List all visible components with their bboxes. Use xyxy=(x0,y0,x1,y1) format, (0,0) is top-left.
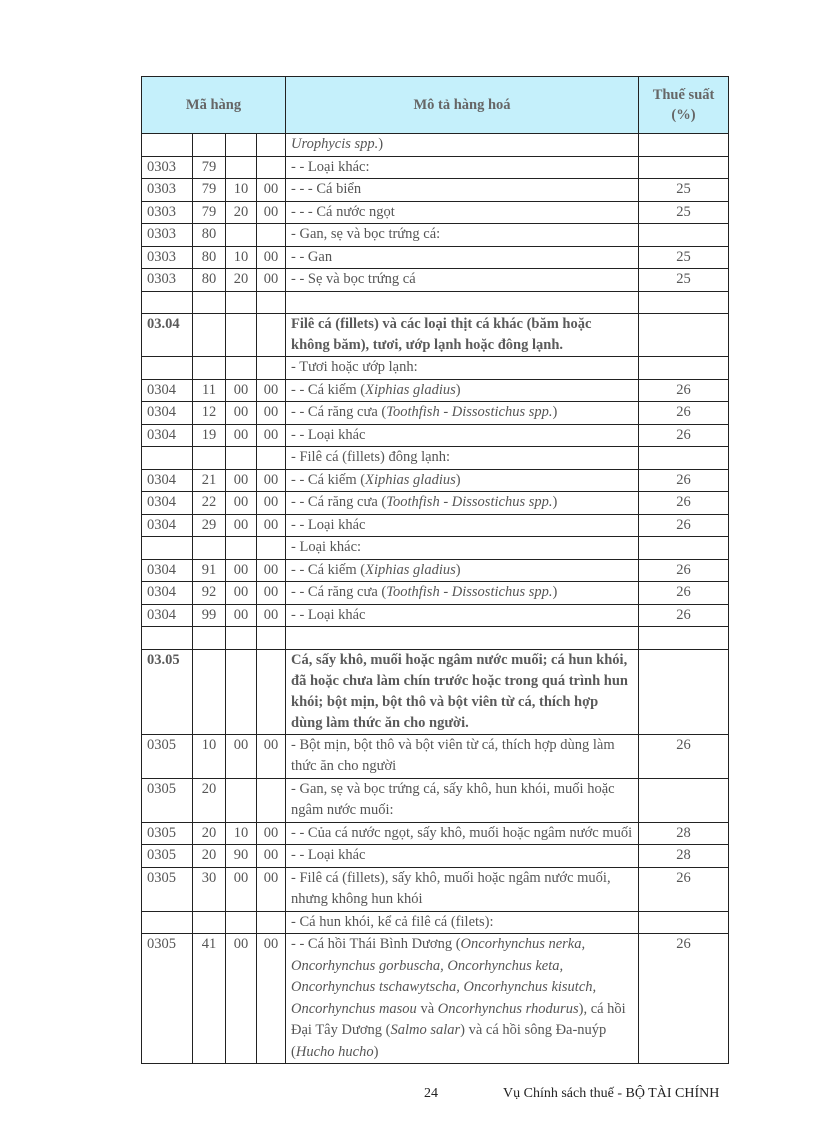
description-cell xyxy=(286,201,639,224)
code-cell: 00 xyxy=(257,934,286,1064)
description-text: - - Cá kiếm ( xyxy=(291,561,366,578)
heading-code-cell: 0304 xyxy=(142,379,193,402)
subheading-code-cell: 11 xyxy=(193,379,226,402)
description-italic-text: Urophycis spp. xyxy=(291,136,379,152)
table-row xyxy=(142,582,729,605)
code-cell: 00 xyxy=(257,379,286,402)
empty-cell xyxy=(257,627,286,650)
subheading-code-cell: 10 xyxy=(193,734,226,778)
header-rate: Thuế suất (%) xyxy=(639,77,729,134)
code-cell: 00 xyxy=(257,246,286,269)
table-row xyxy=(142,734,729,778)
subheading-code-cell xyxy=(193,447,226,470)
code-cell xyxy=(226,314,257,357)
subheading-code-cell: 91 xyxy=(193,559,226,582)
empty-cell xyxy=(639,627,729,650)
description-text: ) xyxy=(455,561,461,578)
description-text: - Filê cá (fillets) đông lạnh: xyxy=(291,449,451,465)
table-row xyxy=(142,179,729,202)
description-text: Cá, sấy khô, muối hoặc ngâm nước muối; cá hun khói, đã hoặc chưa làm chín trước hoặc trong quá trình hun khói; bột mịn, bột thô và bột viên từ cá, thích hợp dùng làm thức ăn cho người. xyxy=(291,651,628,731)
table-row xyxy=(142,379,729,402)
code-cell: 00 xyxy=(226,734,257,778)
description-text: ) xyxy=(552,404,558,420)
description-italic-text: Oncorhynchus nerka, Oncorhynchus gorbuscha, Oncorhynchus keta, Oncorhynchus tschawytscha, Oncorhynchus kisutch, Oncorhynchus masou xyxy=(291,936,597,1017)
description-text: - - Loại khác xyxy=(291,516,366,533)
code-cell xyxy=(193,314,226,357)
description-text: - - Sẹ và bọc trứng cá xyxy=(291,271,416,287)
subheading-code-cell: 20 xyxy=(193,822,226,845)
heading-code-cell: 0305 xyxy=(142,734,193,778)
table-row xyxy=(142,402,729,425)
code-cell: 00 xyxy=(257,179,286,202)
description-italic-text: Oncorhynchus rhodurus xyxy=(437,1000,579,1017)
rate-cell: 28 xyxy=(639,845,729,868)
rate-cell: 25 xyxy=(639,269,729,292)
description-cell xyxy=(286,379,639,402)
code-cell: 00 xyxy=(257,469,286,492)
code-cell: 00 xyxy=(226,582,257,605)
description-text: ), cá hồi Đại Tây Dương ( xyxy=(291,1000,626,1038)
subheading-code-cell: 79 xyxy=(193,179,226,202)
description-text: - Cá hun khói, kể cả filê cá (filets): xyxy=(291,913,494,930)
heading-code-cell: 0304 xyxy=(142,492,193,515)
description-cell xyxy=(286,224,639,247)
description-cell xyxy=(286,582,639,605)
empty-cell xyxy=(639,291,729,314)
description-italic-text: Hucho hucho xyxy=(295,1043,374,1060)
subheading-code-cell: 41 xyxy=(193,934,226,1064)
subheading-code-cell: 80 xyxy=(193,269,226,292)
description-cell xyxy=(286,911,639,934)
table-row xyxy=(142,246,729,269)
heading-code-cell: 0304 xyxy=(142,424,193,447)
description-text: - - Cá răng cưa ( xyxy=(291,494,387,510)
code-cell: 00 xyxy=(257,424,286,447)
description-cell xyxy=(286,357,639,380)
code-cell: 00 xyxy=(226,424,257,447)
blank-row xyxy=(142,627,729,650)
subheading-code-cell: 12 xyxy=(193,402,226,425)
code-cell xyxy=(193,649,226,734)
rate-cell: 26 xyxy=(639,582,729,605)
code-cell xyxy=(226,447,257,470)
description-cell xyxy=(286,867,639,911)
description-text: - - Cá răng cưa ( xyxy=(291,404,387,420)
code-cell: 00 xyxy=(257,867,286,911)
code-cell: 00 xyxy=(257,734,286,778)
description-cell xyxy=(286,492,639,515)
subheading-code-cell: 21 xyxy=(193,469,226,492)
table-row xyxy=(142,604,729,627)
code-cell: 20 xyxy=(226,269,257,292)
rate-cell xyxy=(639,649,729,734)
table-row xyxy=(142,822,729,845)
heading-code-cell xyxy=(142,357,193,380)
rate-cell: 26 xyxy=(639,934,729,1064)
heading-code-cell xyxy=(142,447,193,470)
rate-cell xyxy=(639,357,729,380)
rate-cell: 26 xyxy=(639,734,729,778)
code-cell: 00 xyxy=(257,269,286,292)
table-row xyxy=(142,514,729,537)
code-cell: 90 xyxy=(226,845,257,868)
table-row xyxy=(142,269,729,292)
table-row xyxy=(142,934,729,1064)
heading-code-cell: 0303 xyxy=(142,224,193,247)
code-cell: 10 xyxy=(226,179,257,202)
empty-cell xyxy=(286,291,639,314)
code-cell xyxy=(226,649,257,734)
description-italic-text: Toothfish - Dissostichus spp. xyxy=(386,584,553,600)
header-description: Mô tả hàng hoá xyxy=(286,77,639,134)
table-row xyxy=(142,911,729,934)
subheading-code-cell xyxy=(193,537,226,560)
description-cell xyxy=(286,469,639,492)
description-text: ) và cá hồi sông Đa-nuýp ( xyxy=(291,1022,607,1060)
code-cell: 00 xyxy=(257,492,286,515)
code-cell: 10 xyxy=(226,246,257,269)
heading-code-cell: 0303 xyxy=(142,269,193,292)
description-cell xyxy=(286,934,639,1064)
code-cell xyxy=(226,911,257,934)
subheading-code-cell: 79 xyxy=(193,156,226,179)
description-text: - - Loại khác xyxy=(291,847,366,863)
description-text: Filê cá (fillets) và các loại thịt cá khác (băm hoặc không băm), tươi, ướp lạnh hoặc đông lạnh. xyxy=(291,316,592,353)
code-cell: 00 xyxy=(257,582,286,605)
code-cell: 00 xyxy=(257,604,286,627)
description-text: - - Cá hồi Thái Bình Dương ( xyxy=(291,936,461,952)
code-cell: 00 xyxy=(257,822,286,845)
description-text: - - Của cá nước ngọt, sấy khô, muối hoặc ngâm nước muối xyxy=(291,824,633,841)
heading-code-cell: 0304 xyxy=(142,514,193,537)
description-text: ) xyxy=(552,494,558,510)
description-text: - - - Cá nước ngọt xyxy=(291,203,395,220)
rate-cell xyxy=(639,314,729,357)
heading-code-cell: 0303 xyxy=(142,246,193,269)
subheading-code-cell: 29 xyxy=(193,514,226,537)
code-cell xyxy=(226,224,257,247)
description-text: - Gan, sẹ và bọc trứng cá: xyxy=(291,226,441,242)
rate-cell: 25 xyxy=(639,179,729,202)
description-cell xyxy=(286,845,639,868)
subheading-code-cell: 92 xyxy=(193,582,226,605)
subheading-code-cell: 80 xyxy=(193,224,226,247)
description-cell xyxy=(286,134,639,157)
code-cell: 00 xyxy=(257,201,286,224)
code-cell xyxy=(257,649,286,734)
table-body xyxy=(142,134,729,1064)
description-cell xyxy=(286,649,639,734)
description-cell xyxy=(286,559,639,582)
code-cell xyxy=(257,314,286,357)
description-text: - - Loại khác xyxy=(291,426,366,443)
code-cell: 00 xyxy=(226,514,257,537)
heading-code-cell: 0305 xyxy=(142,934,193,1064)
description-italic-text: Toothfish - Dissostichus spp. xyxy=(386,404,553,420)
table-row xyxy=(142,537,729,560)
code-cell xyxy=(257,156,286,179)
description-cell xyxy=(286,537,639,560)
table-row xyxy=(142,357,729,380)
page-number: 24 xyxy=(424,1086,438,1101)
rate-cell xyxy=(639,778,729,822)
heading-code-cell: 0304 xyxy=(142,559,193,582)
empty-cell xyxy=(142,627,193,650)
footer-organization: Vụ Chính sách thuế - BỘ TÀI CHÍNH xyxy=(503,1086,720,1101)
heading-code-cell xyxy=(142,911,193,934)
heading-row xyxy=(142,314,729,357)
subheading-code-cell: 80 xyxy=(193,246,226,269)
rate-cell: 26 xyxy=(639,379,729,402)
code-cell xyxy=(226,156,257,179)
table-row xyxy=(142,156,729,179)
subheading-code-cell: 20 xyxy=(193,778,226,822)
table-header-row xyxy=(142,77,729,134)
code-cell xyxy=(257,134,286,157)
table-row xyxy=(142,778,729,822)
code-cell xyxy=(257,537,286,560)
description-text: ) xyxy=(373,1043,379,1060)
subheading-code-cell xyxy=(193,357,226,380)
code-cell xyxy=(226,778,257,822)
description-text: - - Cá kiếm ( xyxy=(291,471,366,488)
heading-code-cell: 03.04 xyxy=(142,314,193,357)
code-cell: 00 xyxy=(226,867,257,911)
description-text: - Tươi hoặc ướp lạnh: xyxy=(291,359,418,375)
subheading-code-cell: 19 xyxy=(193,424,226,447)
description-cell xyxy=(286,822,639,845)
rate-cell: 26 xyxy=(639,402,729,425)
header-code: Mã hàng xyxy=(142,77,286,134)
rate-cell: 26 xyxy=(639,867,729,911)
subheading-code-cell xyxy=(193,134,226,157)
code-cell: 00 xyxy=(257,845,286,868)
heading-code-cell: 0305 xyxy=(142,867,193,911)
subheading-code-cell: 79 xyxy=(193,201,226,224)
table-row xyxy=(142,201,729,224)
description-cell xyxy=(286,734,639,778)
rate-cell xyxy=(639,156,729,179)
description-italic-text: Xiphias gladius xyxy=(365,381,456,398)
heading-code-cell: 0304 xyxy=(142,402,193,425)
rate-cell: 25 xyxy=(639,201,729,224)
code-cell xyxy=(257,778,286,822)
rate-cell: 26 xyxy=(639,559,729,582)
description-text: - - Cá kiếm ( xyxy=(291,381,366,398)
code-cell: 00 xyxy=(226,379,257,402)
empty-cell xyxy=(226,291,257,314)
description-italic-text: Xiphias gladius xyxy=(365,471,456,488)
rate-cell: 25 xyxy=(639,246,729,269)
heading-code-cell: 0304 xyxy=(142,582,193,605)
description-text: ) xyxy=(552,584,558,600)
heading-code-cell: 0305 xyxy=(142,778,193,822)
description-text: - - Loại khác: xyxy=(291,158,370,175)
rate-cell: 26 xyxy=(639,604,729,627)
description-cell xyxy=(286,604,639,627)
description-text: ) xyxy=(455,381,461,398)
table-row xyxy=(142,134,729,157)
rate-cell xyxy=(639,224,729,247)
code-cell xyxy=(257,357,286,380)
heading-code-cell xyxy=(142,537,193,560)
heading-code-cell: 0304 xyxy=(142,469,193,492)
code-cell xyxy=(257,447,286,470)
code-cell xyxy=(257,224,286,247)
heading-code-cell: 0305 xyxy=(142,845,193,868)
subheading-code-cell xyxy=(193,911,226,934)
code-cell: 00 xyxy=(226,559,257,582)
table-row xyxy=(142,845,729,868)
code-cell: 00 xyxy=(226,934,257,1064)
description-cell xyxy=(286,246,639,269)
code-cell xyxy=(257,911,286,934)
subheading-code-cell: 22 xyxy=(193,492,226,515)
description-text: - Bột mịn, bột thô và bột viên từ cá, thích hợp dùng làm thức ăn cho người xyxy=(291,736,615,774)
code-cell: 20 xyxy=(226,201,257,224)
description-text: - Loại khác: xyxy=(291,539,362,555)
description-text: - - - Cá biển xyxy=(291,181,362,197)
code-cell: 00 xyxy=(226,469,257,492)
empty-cell xyxy=(226,627,257,650)
code-cell xyxy=(226,357,257,380)
heading-code-cell: 0305 xyxy=(142,822,193,845)
code-cell: 00 xyxy=(226,492,257,515)
description-cell xyxy=(286,156,639,179)
description-text: ) xyxy=(455,471,461,488)
description-text: ) xyxy=(378,136,384,152)
rate-cell: 26 xyxy=(639,514,729,537)
description-text: - - Loại khác xyxy=(291,606,366,623)
description-cell xyxy=(286,314,639,357)
description-italic-text: Salmo salar xyxy=(390,1022,461,1038)
code-cell: 10 xyxy=(226,822,257,845)
description-text: - - Gan xyxy=(291,248,333,265)
rate-cell xyxy=(639,911,729,934)
table-row xyxy=(142,224,729,247)
rate-cell: 26 xyxy=(639,492,729,515)
table-row xyxy=(142,424,729,447)
heading-code-cell xyxy=(142,134,193,157)
rate-cell: 26 xyxy=(639,424,729,447)
table-row xyxy=(142,469,729,492)
rate-cell xyxy=(639,134,729,157)
rate-cell xyxy=(639,537,729,560)
code-cell xyxy=(226,537,257,560)
empty-cell xyxy=(286,627,639,650)
code-cell xyxy=(226,134,257,157)
description-cell xyxy=(286,269,639,292)
heading-code-cell: 0304 xyxy=(142,604,193,627)
tariff-table xyxy=(141,76,729,1064)
subheading-code-cell: 20 xyxy=(193,845,226,868)
table-row xyxy=(142,559,729,582)
heading-code-cell: 0303 xyxy=(142,201,193,224)
description-text: và xyxy=(416,1000,438,1017)
code-cell: 00 xyxy=(257,514,286,537)
code-cell: 00 xyxy=(257,559,286,582)
table-row xyxy=(142,447,729,470)
description-cell xyxy=(286,447,639,470)
rate-cell: 28 xyxy=(639,822,729,845)
heading-row xyxy=(142,649,729,734)
description-cell xyxy=(286,514,639,537)
heading-code-cell: 03.05 xyxy=(142,649,193,734)
code-cell: 00 xyxy=(226,402,257,425)
heading-code-cell: 0303 xyxy=(142,156,193,179)
empty-cell xyxy=(193,291,226,314)
rate-cell: 26 xyxy=(639,469,729,492)
table-row xyxy=(142,867,729,911)
empty-cell xyxy=(142,291,193,314)
description-italic-text: Xiphias gladius xyxy=(365,561,456,578)
subheading-code-cell: 30 xyxy=(193,867,226,911)
code-cell: 00 xyxy=(257,402,286,425)
description-text: - - Cá răng cưa ( xyxy=(291,584,387,600)
code-cell: 00 xyxy=(226,604,257,627)
description-italic-text: Toothfish - Dissostichus spp. xyxy=(386,494,553,510)
description-text: - Gan, sẹ và bọc trứng cá, sấy khô, hun khói, muối hoặc ngâm nước muối: xyxy=(291,780,615,818)
description-cell xyxy=(286,402,639,425)
description-cell xyxy=(286,424,639,447)
description-cell xyxy=(286,778,639,822)
heading-code-cell: 0303 xyxy=(142,179,193,202)
blank-row xyxy=(142,291,729,314)
description-cell xyxy=(286,179,639,202)
empty-cell xyxy=(193,627,226,650)
empty-cell xyxy=(257,291,286,314)
description-text: - Filê cá (fillets), sấy khô, muối hoặc ngâm nước muối, nhưng không hun khói xyxy=(291,869,611,907)
table-row xyxy=(142,492,729,515)
rate-cell xyxy=(639,447,729,470)
subheading-code-cell: 99 xyxy=(193,604,226,627)
